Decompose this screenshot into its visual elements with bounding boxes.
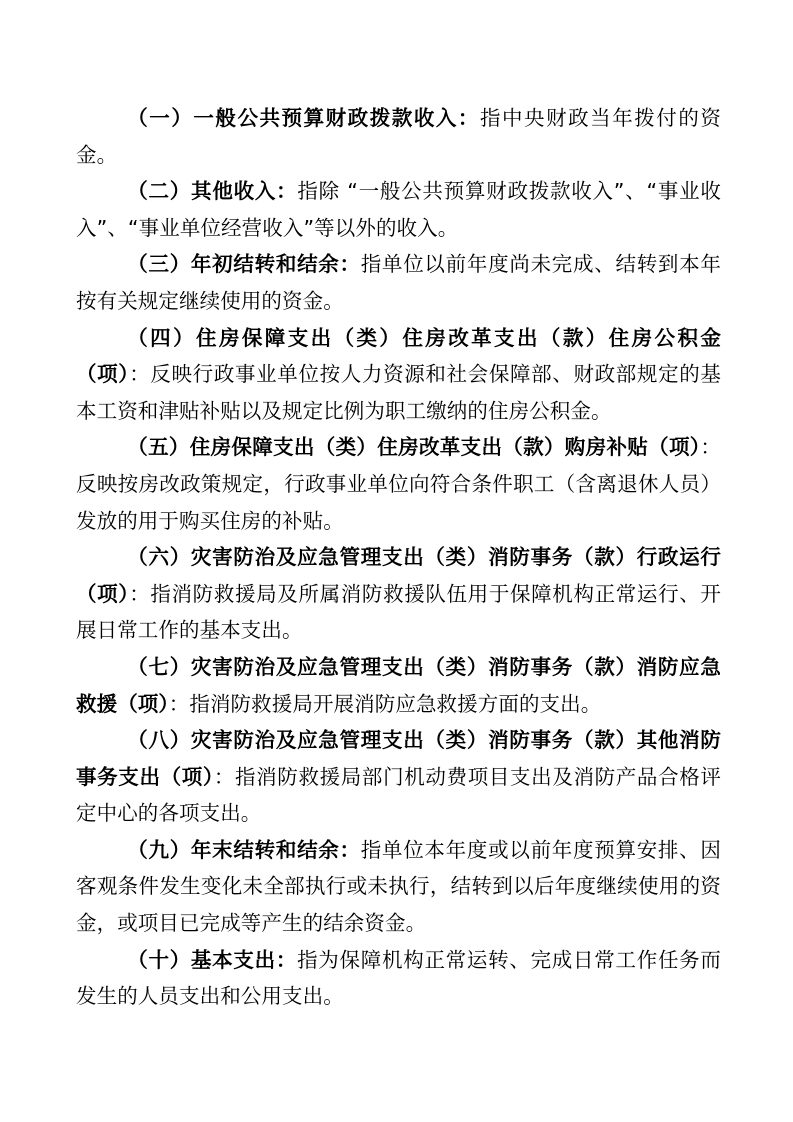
term-label: （一）一般公共预算财政拨款收入： (127, 106, 480, 130)
term-description: ：反映行政事业单位按人力资源和社会保障部、财政部规定的基本工资和津贴补贴以及规定比例为职工缴纳的住房公积金。 (76, 362, 721, 423)
term-label: （六）灾害防治及应急管理支出（类）消防事务（款）行政运行（项） (76, 545, 721, 606)
document-body (76, 100, 721, 1015)
term-description: 指单位以前年度尚未完成、结转到本年按有关规定继续使用的资金。 (76, 252, 721, 313)
paragraph-6 (76, 539, 721, 649)
term-label: （八）灾害防治及应急管理支出（类）消防事务（款）其他消防事务支出（项） (76, 728, 721, 789)
term-description: 指单位本年度或以前年度预算安排、因客观条件发生变化未全部执行或未执行，结转到以后年度继续使用的资金，或项目已完成等产生的结余资金。 (76, 837, 721, 936)
term-description: ：指消防救援局部门机动费项目支出及消防产品合格评定中心的各项支出。 (76, 764, 721, 826)
term-description: 指除 “一般公共预算财政拨款收入”、“事业收入”、“事业单位经营收入”等以外的收入。 (76, 179, 721, 240)
term-label: （七）灾害防治及应急管理支出（类）消防事务（款）消防应急救援（项） (76, 654, 721, 716)
term-label: （九）年末结转和结余： (127, 837, 361, 862)
term-description: ：反映按房改政策规定，行政事业单位向符合条件职工（含离退休人员）发放的用于购买住房的补贴。 (76, 435, 721, 533)
paragraph-5 (76, 429, 721, 539)
term-label: （五）住房保障支出（类）住房改革支出（款）购房补贴（项） (127, 435, 701, 460)
paragraph-8 (76, 722, 721, 832)
paragraph-7 (76, 649, 721, 722)
term-label: （二）其他收入： (127, 179, 298, 204)
term-description: 指中央财政当年拨付的资金。 (76, 106, 721, 167)
term-label: （十）基本支出： (127, 947, 298, 972)
term-description: 指为保障机构正常运转、完成日常工作任务而发生的人员支出和公用支出。 (76, 947, 721, 1009)
term-description: ：指消防救援局开展消防应急救援方面的支出。 (168, 691, 602, 716)
paragraph-9 (76, 832, 721, 942)
paragraph-1 (76, 100, 721, 173)
paragraph-4 (76, 320, 721, 430)
paragraph-10 (76, 942, 721, 1015)
term-label: （三）年初结转和结余： (127, 252, 361, 277)
paragraph-2 (76, 173, 721, 246)
term-label: （四）住房保障支出（类）住房改革支出（款）住房公积金（项） (76, 325, 721, 387)
paragraph-3 (76, 246, 721, 319)
term-description: ：指消防救援局及所属消防救援队伍用于保障机构正常运行、开展日常工作的基本支出。 (76, 581, 721, 643)
